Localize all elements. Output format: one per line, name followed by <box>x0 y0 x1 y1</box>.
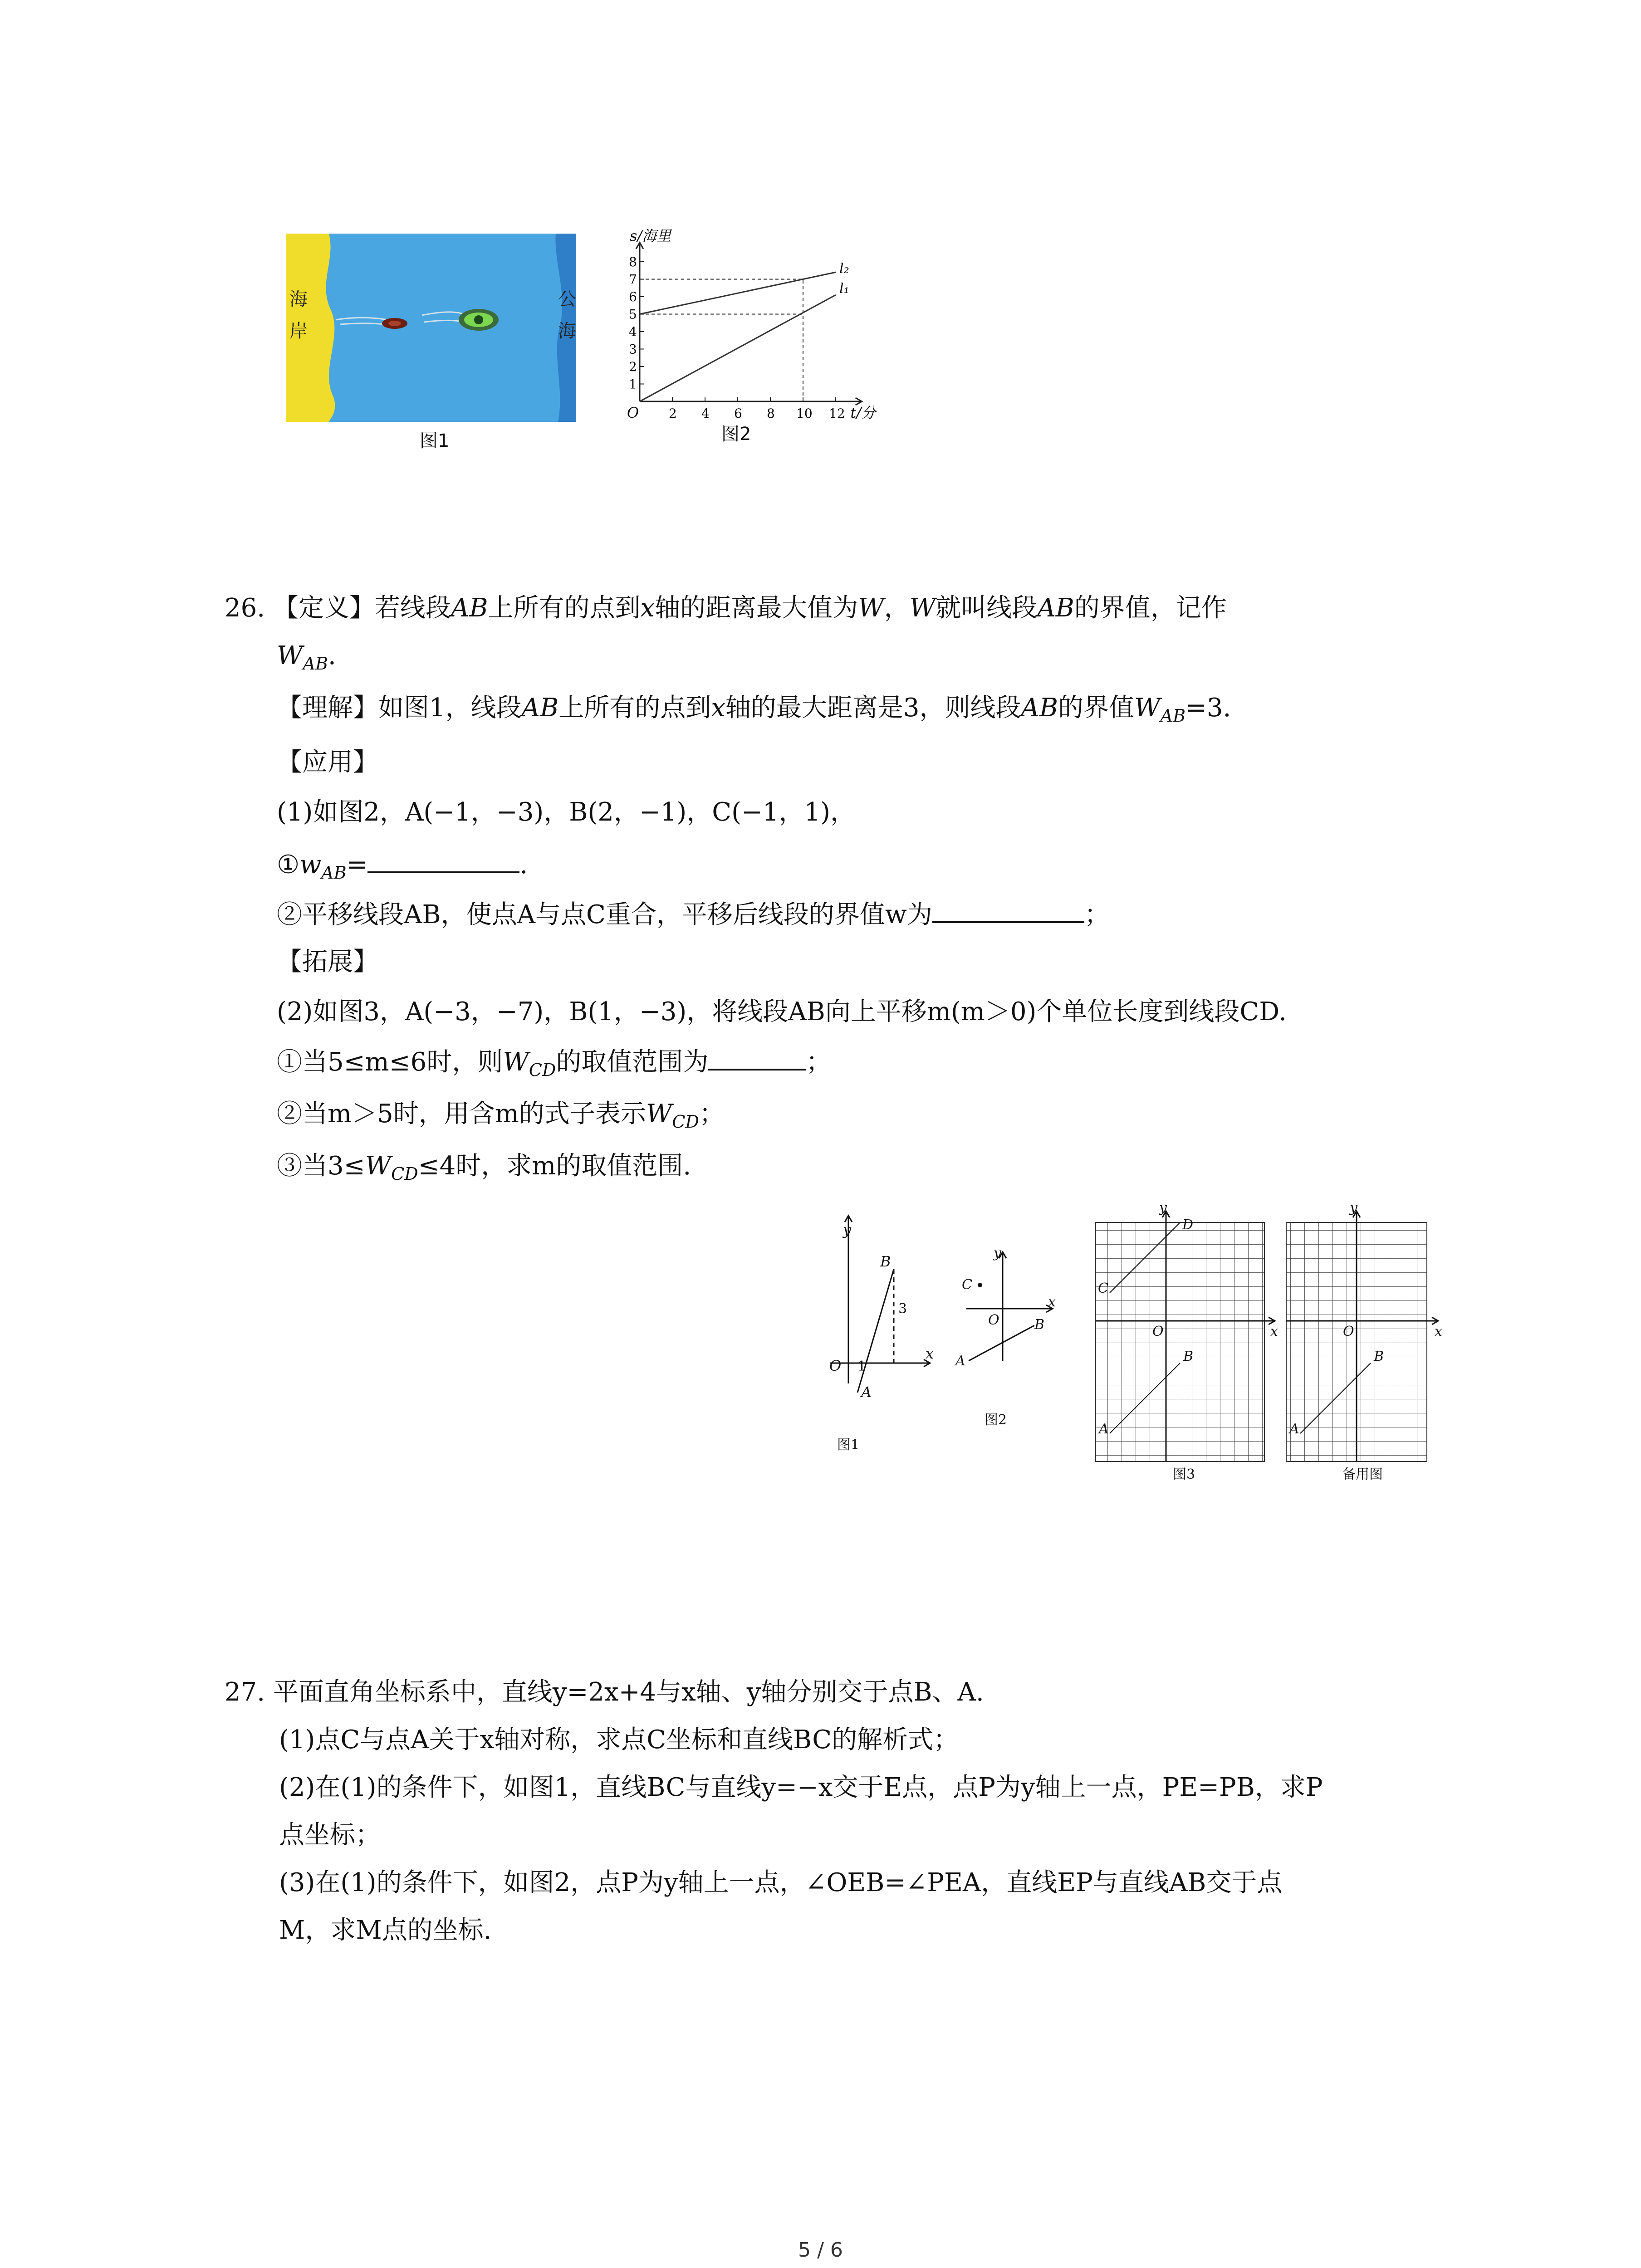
y-tick-label: 7 <box>629 272 637 287</box>
svg-text:O: O <box>1343 1324 1354 1339</box>
q26-definition: 26. 【定义】若线段AB上所有的点到x轴的距离最大值为W，W就叫线段AB的界值，记作 <box>225 593 1227 623</box>
svg-text:x: x <box>926 1345 934 1362</box>
y-tick-label: 2 <box>629 359 637 374</box>
svg-text:x: x <box>1435 1324 1442 1339</box>
q27-line4: 点坐标； <box>279 1820 381 1850</box>
q26-part1a: $①w_{AB}=$ . <box>277 846 528 889</box>
svg-text:y: y <box>843 1221 852 1238</box>
y-axis-label: s/海里 <box>630 227 671 244</box>
svg-text:1: 1 <box>857 1359 867 1374</box>
q26-part2: (2)如图3，A(−3，−7)，B(1，−3)，将线段AB向上平移m(m＞0)个单位长度到线段CD. <box>277 997 1287 1026</box>
x-tick-label: 4 <box>701 406 710 421</box>
fig2-caption: 图2 <box>721 424 751 445</box>
svg-text:B: B <box>1034 1317 1045 1333</box>
series-line-0 <box>640 272 836 314</box>
origin-label: O <box>627 404 639 421</box>
q26-part1b: ②平移线段AB，使点A与点C重合，平移后线段的界值w为 ； <box>277 896 1110 931</box>
y-tick-label: 1 <box>629 376 637 392</box>
q26-application-title: 【应用】 <box>277 748 378 777</box>
svg-text:A: A <box>1289 1421 1299 1437</box>
q26-part2a: ①当5≤m≤6时，则$W_{CD}$的取值范围为 ； <box>277 1043 831 1086</box>
svg-text:图3: 图3 <box>1173 1466 1195 1482</box>
fig1-caption: 图1 <box>420 430 450 451</box>
answer-blank[interactable] <box>932 896 1084 923</box>
svg-text:B: B <box>1374 1349 1384 1364</box>
svg-text:图2: 图2 <box>985 1412 1007 1428</box>
series-label-1: l₁ <box>839 281 849 297</box>
q26-part2b: ②当m＞5时，用含m的式子表示$W_{CD}$； <box>277 1099 725 1132</box>
y-tick-label: 3 <box>629 342 637 357</box>
svg-text:y: y <box>994 1245 1001 1261</box>
svg-text:O: O <box>1152 1324 1164 1339</box>
q26-definition-cont: $W_{AB}$. <box>277 641 336 674</box>
q27-line5: (3)在(1)的条件下，如图2，点P为y轴上一点，∠OEB=∠PEA，直线EP与直线AB交于点 <box>279 1868 1283 1897</box>
q27-line3: (2)在(1)的条件下，如图1，直线BC与直线y=−x交于E点，点P为y轴上一点，PE=PB，求P <box>279 1773 1323 1802</box>
svg-text:O: O <box>829 1357 842 1374</box>
answer-blank[interactable] <box>708 1043 806 1070</box>
q26-fig2 <box>966 1252 1053 1361</box>
y-tick-label: 4 <box>629 324 637 339</box>
answer-blank[interactable] <box>367 846 519 873</box>
q26-understanding: 【理解】如图1，线段AB上所有的点到x轴的最大距离是3，则线段AB的界值$W_{AB}=3$. <box>277 693 1231 726</box>
x-tick-label: 6 <box>734 406 742 421</box>
svg-text:B: B <box>880 1253 891 1270</box>
svg-text:x: x <box>1048 1294 1056 1310</box>
x-tick-label: 10 <box>796 406 813 421</box>
svg-text:A: A <box>1099 1421 1109 1437</box>
q26-fig1 <box>830 1216 930 1393</box>
q26-fig3 <box>1096 1202 1278 1482</box>
distance-time-chart <box>608 222 880 435</box>
q26-extension-title: 【拓展】 <box>277 947 378 977</box>
svg-text:O: O <box>988 1312 999 1328</box>
y-tick-label: 8 <box>629 254 637 269</box>
y-tick-label: 6 <box>629 289 637 304</box>
svg-text:y: y <box>1350 1202 1357 1216</box>
y-tick-label: 5 <box>629 307 637 322</box>
svg-text:C: C <box>1098 1281 1108 1296</box>
x-tick-label: 2 <box>669 406 677 421</box>
q26-part1: (1)如图2，A(−1，−3)，B(2，−1)，C(−1，1)， <box>277 797 856 827</box>
svg-text:图1: 图1 <box>837 1437 860 1453</box>
svg-text:备用图: 备用图 <box>1342 1466 1383 1482</box>
high-sea-label: 公海 <box>558 289 576 342</box>
shore-label: 海岸 <box>289 289 308 342</box>
svg-text:3: 3 <box>898 1301 907 1317</box>
q27-line2: (1)点C与点A关于x轴对称，求点C坐标和直线BC的解析式； <box>279 1725 959 1755</box>
q26-figures <box>812 1202 1461 1492</box>
svg-text:B: B <box>1183 1349 1194 1364</box>
sea-picture <box>286 234 576 422</box>
q26-part2c: ③当$3\le W_{CD}\le 4$时，求m的取值范围. <box>277 1151 691 1184</box>
page-number: 5 / 6 <box>798 2239 843 2262</box>
x-tick-label: 8 <box>767 406 775 421</box>
svg-text:C: C <box>962 1277 972 1293</box>
x-axis-label: t/分 <box>850 404 876 421</box>
svg-text:D: D <box>1182 1217 1194 1233</box>
svg-text:y: y <box>1159 1202 1167 1216</box>
svg-text:A: A <box>861 1383 872 1401</box>
q27-line1: 27. 平面直角坐标系中，直线y=2x+4与x轴、y轴分别交于点B、A. <box>225 1677 984 1707</box>
svg-text:A: A <box>955 1353 965 1369</box>
q26-fig4 <box>1286 1202 1442 1482</box>
svg-text:x: x <box>1270 1324 1278 1339</box>
series-label-0: l₂ <box>839 261 849 277</box>
q27-line6: M，求M点的坐标. <box>279 1916 492 1945</box>
series-line-1 <box>640 295 836 401</box>
x-tick-label: 12 <box>829 406 845 421</box>
